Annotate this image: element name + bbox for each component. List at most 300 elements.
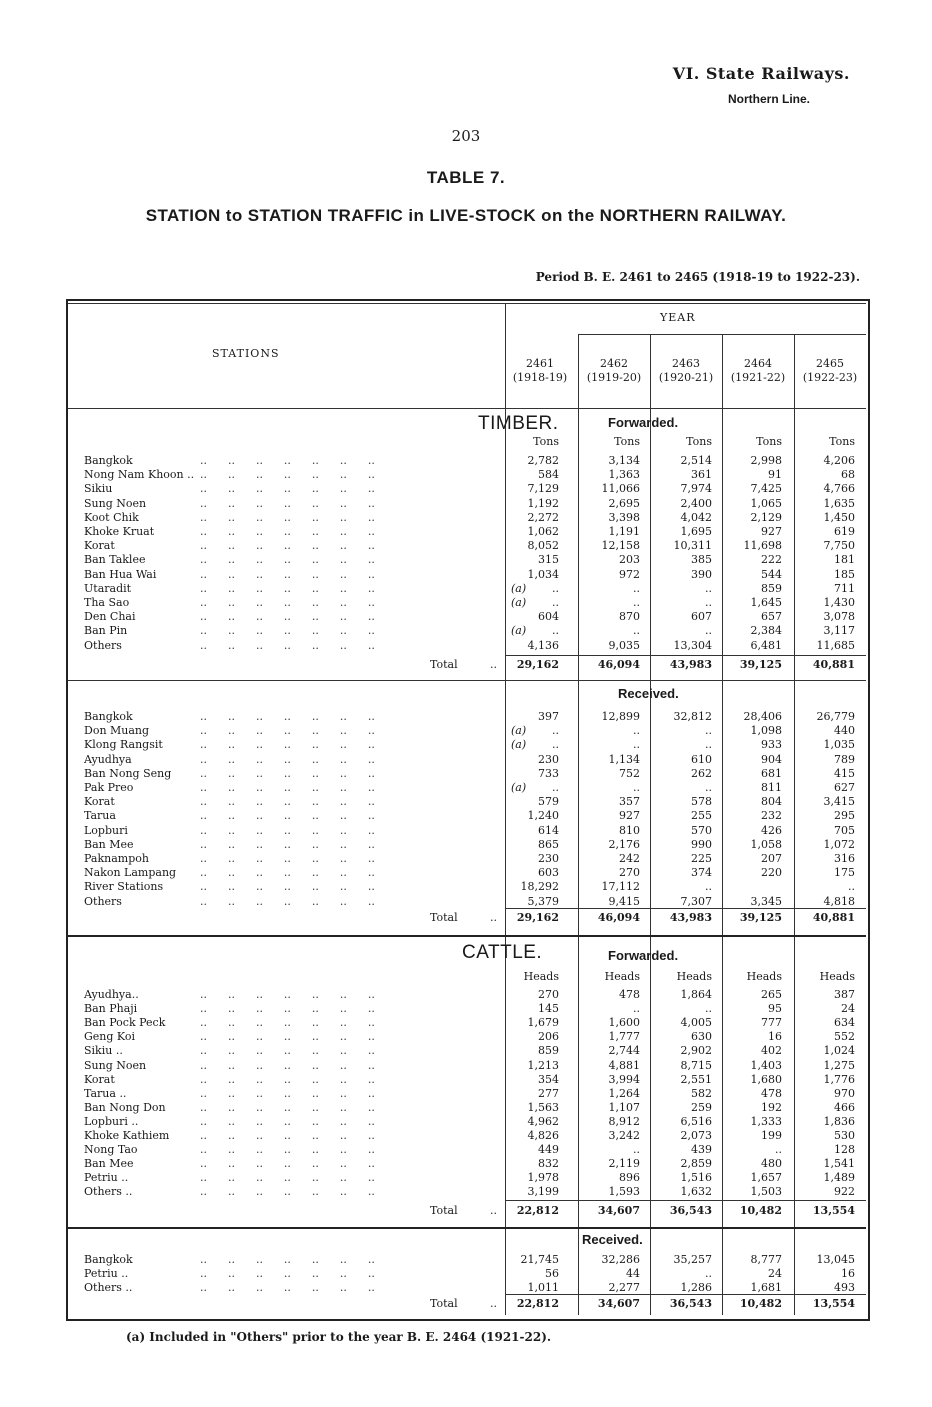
cell-value: 8,912 — [608, 1114, 640, 1128]
cell-value: 552 — [834, 1030, 855, 1044]
table-row — [0, 1030, 932, 1044]
station-name: Ayudhya.. — [84, 988, 139, 1001]
cell-value: .. — [705, 880, 712, 894]
timber-received-label: Received. — [618, 686, 679, 701]
cell-value: 449 — [538, 1143, 559, 1157]
station-name: Ban Hua Wai — [84, 567, 157, 581]
cell-value: 4,136 — [527, 638, 559, 652]
cattle-rcv-total-rule — [505, 1294, 866, 1295]
station-name: Sikiu .. — [84, 1044, 123, 1058]
cell-value: 6,481 — [750, 638, 782, 652]
cell-value: 1,191 — [608, 525, 640, 538]
cell-value: 4,042 — [680, 510, 712, 524]
cell-value: 1,635 — [823, 496, 855, 510]
cell-value: 1,098 — [750, 724, 782, 738]
cell-value: 26,779 — [816, 710, 855, 723]
cell-value: 610 — [691, 752, 712, 766]
cell-value: 603 — [538, 866, 559, 880]
station-name: Petriu .. — [84, 1267, 129, 1280]
leader-dots: .. .. .. .. .. .. .. — [200, 1072, 375, 1086]
cell-value: 478 — [619, 988, 640, 1001]
cell-value: 95 — [768, 1002, 782, 1016]
period-label: Period B. E. 2461 to 2465 (1918-19 to 1922-23). — [535, 270, 860, 284]
cell-value: 1,062 — [527, 525, 559, 538]
cell-value: .. — [552, 624, 559, 638]
unit-label: Heads — [819, 970, 855, 983]
cell-value: .. — [633, 781, 640, 794]
cell-value: .. — [633, 738, 640, 752]
cell-value: 145 — [538, 1002, 559, 1016]
station-name: Geng Koi — [84, 1030, 135, 1044]
cattle-received-total — [0, 1296, 932, 1312]
leader-dots: .. .. .. .. .. .. .. — [200, 539, 375, 553]
cell-value: 9,415 — [608, 894, 640, 908]
cell-value: 480 — [761, 1157, 782, 1171]
station-name: Ban Nong Don — [84, 1100, 166, 1114]
leader-dots: .. .. .. .. .. .. .. — [200, 525, 375, 538]
cell-value: .. — [552, 596, 559, 609]
cell-value: 3,398 — [608, 510, 640, 524]
cell-value: 7,974 — [680, 482, 712, 496]
unit-label: Tons — [533, 435, 559, 448]
cell-value: 1,541 — [823, 1157, 855, 1171]
station-name: Korat — [84, 1072, 115, 1086]
leader-dots: .. .. .. .. .. .. .. — [200, 710, 375, 723]
cell-value: 3,345 — [750, 894, 782, 908]
cell-value: 68 — [841, 468, 855, 482]
table-row — [0, 1171, 932, 1185]
cell-value: 1,333 — [750, 1114, 782, 1128]
footnote-marker: (a) — [511, 781, 527, 794]
unit-label: Heads — [604, 970, 640, 983]
cell-value: 972 — [619, 567, 640, 581]
cell-value: 203 — [619, 553, 640, 567]
cell-value: 270 — [538, 988, 559, 1001]
cell-value: 1,680 — [750, 1072, 782, 1086]
cell-value: 619 — [834, 525, 855, 538]
leader-dots: .. .. .. .. .. .. .. — [200, 1114, 375, 1128]
cell-value: 1,593 — [608, 1185, 640, 1199]
total-dots: .. — [490, 1204, 497, 1217]
cell-value: 2,384 — [750, 624, 782, 638]
total-2464: 39,125 — [739, 658, 782, 671]
cell-value: 17,112 — [601, 880, 640, 894]
table-row — [0, 582, 932, 596]
cell-value: 4,766 — [823, 482, 855, 496]
cell-value: 1,450 — [823, 510, 855, 524]
station-name: Nong Tao — [84, 1143, 138, 1157]
total-2463: 36,543 — [669, 1204, 712, 1217]
table-row — [0, 1115, 932, 1129]
station-name: Lopburi — [84, 823, 128, 837]
cell-value: 7,425 — [750, 482, 782, 496]
leader-dots: .. .. .. .. .. .. .. — [200, 1185, 375, 1199]
stations-header: STATIONS — [212, 347, 280, 360]
total-2462: 34,607 — [597, 1204, 640, 1217]
cell-value: 44 — [626, 1267, 640, 1280]
leader-dots: .. .. .. .. .. .. .. — [200, 1129, 375, 1142]
cell-value: 1,776 — [823, 1072, 855, 1086]
cell-value: 1,632 — [680, 1185, 712, 1199]
station-name: Nong Nam Khoon .. — [84, 468, 195, 482]
station-name: Others .. — [84, 1281, 133, 1294]
cell-value: 1,192 — [527, 496, 559, 510]
footnote-marker: (a) — [511, 724, 527, 738]
section-heading: VI. State Railways. — [672, 64, 850, 83]
cell-value: 2,277 — [608, 1281, 640, 1294]
cell-value: 181 — [834, 553, 855, 567]
cell-value: 18,292 — [520, 880, 559, 894]
total-2463: 43,983 — [669, 658, 712, 671]
cattle-label: CATTLE. — [462, 942, 543, 963]
header-top-rule — [68, 303, 866, 304]
cell-value: 255 — [691, 809, 712, 823]
cell-value: 7,129 — [527, 482, 559, 496]
cell-value: 385 — [691, 553, 712, 567]
cell-value: 466 — [834, 1100, 855, 1114]
cell-value: 832 — [538, 1157, 559, 1171]
total-label: Total — [430, 658, 458, 671]
year-header: YEAR — [660, 311, 696, 324]
leader-dots: .. .. .. .. .. .. .. — [200, 1157, 375, 1171]
cell-value: 24 — [768, 1267, 782, 1280]
leader-dots: .. .. .. .. .. .. .. — [200, 567, 375, 581]
station-name: Ayudhya — [84, 752, 132, 766]
cell-value: 970 — [834, 1086, 855, 1100]
cattle-forwarded-total — [0, 1203, 932, 1219]
station-name: Sung Noen — [84, 496, 147, 510]
cell-value: 584 — [538, 468, 559, 482]
station-name: Others — [84, 894, 122, 908]
table-row — [0, 639, 932, 653]
cell-value: .. — [775, 1143, 782, 1157]
table-row — [0, 539, 932, 553]
cell-value: 627 — [834, 781, 855, 794]
cell-value: 5,379 — [527, 894, 559, 908]
cell-value: 175 — [834, 866, 855, 880]
cell-value: .. — [848, 880, 855, 894]
total-dots: .. — [490, 658, 497, 671]
leader-dots: .. .. .. .. .. .. .. — [200, 1100, 375, 1114]
table-row — [0, 1059, 932, 1073]
cell-value: 357 — [619, 795, 640, 809]
station-name: Korat — [84, 539, 115, 553]
cell-value: 1,679 — [527, 1016, 559, 1030]
total-2463: 43,983 — [669, 911, 712, 924]
leader-dots: .. .. .. .. .. .. .. — [200, 809, 375, 823]
cell-value: 1,240 — [527, 809, 559, 823]
table-row — [0, 1185, 932, 1199]
cell-value: 225 — [691, 852, 712, 865]
table-row — [0, 610, 932, 624]
unit-label: Heads — [676, 970, 712, 983]
cell-value: .. — [552, 724, 559, 738]
year-2461: 2461 (1918-19) — [512, 357, 568, 384]
cell-value: 1,657 — [750, 1171, 782, 1185]
cell-value: 2,902 — [680, 1044, 712, 1058]
cell-value: 3,134 — [608, 454, 640, 467]
total-2464: 10,482 — [739, 1204, 782, 1217]
cell-value: 426 — [761, 823, 782, 837]
cell-value: 8,052 — [527, 539, 559, 553]
cell-value: 933 — [761, 738, 782, 752]
cell-value: 1,681 — [750, 1281, 782, 1294]
station-name: Tarua — [84, 809, 116, 823]
cell-value: .. — [705, 581, 712, 595]
cell-value: 493 — [834, 1281, 855, 1294]
cell-value: 3,994 — [608, 1072, 640, 1086]
cell-value: 705 — [834, 823, 855, 837]
cell-value: 4,005 — [680, 1016, 712, 1030]
table-row — [0, 568, 932, 582]
station-name: Bangkok — [84, 710, 133, 723]
cell-value: 1,777 — [608, 1030, 640, 1044]
cell-value: 1,600 — [608, 1016, 640, 1030]
leader-dots: .. .. .. .. .. .. .. — [200, 1002, 375, 1016]
leader-dots: .. .. .. .. .. .. .. — [200, 638, 375, 652]
station-name: Pak Preo — [84, 781, 134, 794]
station-name: Ban Taklee — [84, 553, 146, 567]
cell-value: 8,715 — [680, 1058, 712, 1072]
leader-dots: .. .. .. .. .. .. .. — [200, 1267, 375, 1280]
table-row — [0, 1044, 932, 1058]
station-name: Ban Mee — [84, 837, 134, 851]
station-name: Sikiu — [84, 482, 113, 496]
station-name: Korat — [84, 795, 115, 809]
total-label: Total — [430, 1204, 458, 1217]
station-name: Lopburi .. — [84, 1114, 139, 1128]
table-row — [0, 809, 932, 823]
total-2465: 40,881 — [812, 911, 855, 924]
cell-value: .. — [633, 624, 640, 638]
cell-value: 752 — [619, 766, 640, 780]
cell-value: 35,257 — [673, 1253, 712, 1266]
footnote-marker: (a) — [511, 738, 527, 752]
station-name: Koot Chik — [84, 510, 139, 524]
cell-value: 1,403 — [750, 1058, 782, 1072]
cell-value: 777 — [761, 1016, 782, 1030]
cell-value: 582 — [691, 1086, 712, 1100]
cell-value: 12,158 — [601, 539, 640, 553]
cattle-forwarded-label: Forwarded. — [608, 948, 679, 963]
cell-value: .. — [633, 1002, 640, 1016]
station-name: Khoke Kathiem — [84, 1129, 170, 1142]
cell-value: .. — [705, 781, 712, 794]
timber-rcv-total-rule — [505, 908, 866, 909]
cell-value: 630 — [691, 1030, 712, 1044]
cell-value: 11,698 — [743, 539, 782, 553]
cell-value: 2,119 — [608, 1157, 640, 1171]
cell-value: 232 — [761, 809, 782, 823]
cell-value: 220 — [761, 866, 782, 880]
cell-value: 4,826 — [527, 1129, 559, 1142]
timber-forwarded-label: Forwarded. — [608, 415, 679, 430]
cell-value: 230 — [538, 852, 559, 865]
leader-dots: .. .. .. .. .. .. .. — [200, 752, 375, 766]
cell-value: 21,745 — [520, 1253, 559, 1266]
table-row — [0, 624, 932, 638]
leader-dots: .. .. .. .. .. .. .. — [200, 1171, 375, 1185]
station-name: Khoke Kruat — [84, 525, 155, 538]
cell-value: 354 — [538, 1072, 559, 1086]
total-2461: 29,162 — [516, 658, 559, 671]
table-row — [0, 852, 932, 866]
cell-value: 870 — [619, 610, 640, 624]
cell-value: 361 — [691, 468, 712, 482]
cell-value: 733 — [538, 766, 559, 780]
table-row — [0, 795, 932, 809]
station-name: Bangkok — [84, 454, 133, 467]
station-name: Tarua .. — [84, 1086, 127, 1100]
cell-value: 7,307 — [680, 894, 712, 908]
total-2465: 13,554 — [812, 1297, 855, 1310]
cell-value: 1,024 — [823, 1044, 855, 1058]
leader-dots: .. .. .. .. .. .. .. — [200, 1016, 375, 1030]
table-row — [0, 1281, 932, 1295]
cell-value: 56 — [545, 1267, 559, 1280]
cell-value: 2,073 — [680, 1129, 712, 1142]
station-name: Ban Phaji — [84, 1002, 138, 1016]
cell-value: 1,645 — [750, 596, 782, 609]
cell-value: 397 — [538, 710, 559, 723]
year-2463: 2463 (1920-21) — [658, 357, 714, 384]
cell-value: 2,782 — [527, 454, 559, 467]
cell-value: .. — [705, 596, 712, 609]
timber-received-total — [0, 910, 932, 926]
cell-value: 270 — [619, 866, 640, 880]
cell-value: 865 — [538, 837, 559, 851]
cell-value: 1,011 — [527, 1281, 559, 1294]
cell-value: 2,176 — [608, 837, 640, 851]
cell-value: 387 — [834, 988, 855, 1001]
footnote-marker: (a) — [511, 581, 527, 595]
cell-value: 2,695 — [608, 496, 640, 510]
table-row — [0, 1101, 932, 1115]
total-2463: 36,543 — [669, 1297, 712, 1310]
cell-value: .. — [705, 624, 712, 638]
cell-value: 32,812 — [673, 710, 712, 723]
leader-dots: .. .. .. .. .. .. .. — [200, 1030, 375, 1044]
cell-value: .. — [633, 596, 640, 609]
cell-value: 1,286 — [680, 1281, 712, 1294]
leader-dots: .. .. .. .. .. .. .. — [200, 988, 375, 1001]
table-row — [0, 866, 932, 880]
station-name: Bangkok — [84, 1253, 133, 1266]
leader-dots: .. .. .. .. .. .. .. — [200, 1086, 375, 1100]
unit-label: Tons — [686, 435, 712, 448]
cell-value: 3,199 — [527, 1185, 559, 1199]
table-row — [0, 596, 932, 610]
cell-value: 199 — [761, 1129, 782, 1142]
cell-value: 3,078 — [823, 610, 855, 624]
total-2461: 22,812 — [516, 1204, 559, 1217]
cell-value: 478 — [761, 1086, 782, 1100]
leader-dots: .. .. .. .. .. .. .. — [200, 880, 375, 894]
station-name: Utaradit — [84, 581, 132, 595]
total-2461: 29,162 — [516, 911, 559, 924]
leader-dots: .. .. .. .. .. .. .. — [200, 510, 375, 524]
cell-value: 922 — [834, 1185, 855, 1199]
leader-dots: .. .. .. .. .. .. .. — [200, 1143, 375, 1157]
cell-value: 1,034 — [527, 567, 559, 581]
cell-value: 277 — [538, 1086, 559, 1100]
table-row — [0, 838, 932, 852]
total-dots: .. — [490, 911, 497, 924]
cell-value: 1,489 — [823, 1171, 855, 1185]
cell-value: 4,818 — [823, 894, 855, 908]
section-divider — [68, 935, 866, 937]
table-row — [0, 710, 932, 724]
header-bottom-rule — [68, 408, 866, 409]
cattle-received-label: Received. — [582, 1232, 643, 1247]
cell-value: 415 — [834, 766, 855, 780]
cell-value: 1,072 — [823, 837, 855, 851]
total-2464: 39,125 — [739, 911, 782, 924]
table-row — [0, 553, 932, 567]
cell-value: 259 — [691, 1100, 712, 1114]
leader-dots: .. .. .. .. .. .. .. — [200, 724, 375, 738]
station-name: Petriu .. — [84, 1171, 129, 1185]
timber-received-top-rule — [68, 680, 866, 681]
leader-dots: .. .. .. .. .. .. .. — [200, 454, 375, 467]
cell-value: 614 — [538, 823, 559, 837]
table-row — [0, 482, 932, 496]
cell-value: .. — [633, 1143, 640, 1157]
cell-value: 530 — [834, 1129, 855, 1142]
station-name: Don Muang — [84, 724, 150, 738]
leader-dots: .. .. .. .. .. .. .. — [200, 482, 375, 496]
leader-dots: .. .. .. .. .. .. .. — [200, 1044, 375, 1058]
unit-label: Heads — [523, 970, 559, 983]
cell-value: 402 — [761, 1044, 782, 1058]
cell-value: 1,516 — [680, 1171, 712, 1185]
cell-value: 789 — [834, 752, 855, 766]
cell-value: 1,275 — [823, 1058, 855, 1072]
cattle-received-top-rule — [68, 1227, 866, 1229]
cell-value: 1,264 — [608, 1086, 640, 1100]
cell-value: 207 — [761, 852, 782, 865]
leader-dots: .. .. .. .. .. .. .. — [200, 738, 375, 752]
cell-value: 24 — [841, 1002, 855, 1016]
cell-value: 439 — [691, 1143, 712, 1157]
total-2465: 13,554 — [812, 1204, 855, 1217]
cell-value: 1,503 — [750, 1185, 782, 1199]
line-subheading: Northern Line. — [727, 92, 810, 106]
cell-value: 904 — [761, 752, 782, 766]
footnote-marker: (a) — [511, 624, 527, 638]
cell-value: 6,516 — [680, 1114, 712, 1128]
cell-value: .. — [705, 738, 712, 752]
year-2462: 2462 (1919-20) — [586, 357, 642, 384]
station-name: Paknampoh — [84, 852, 149, 865]
cell-value: 91 — [768, 468, 782, 482]
cell-value: 1,134 — [608, 752, 640, 766]
leader-dots: .. .. .. .. .. .. .. — [200, 837, 375, 851]
leader-dots: .. .. .. .. .. .. .. — [200, 553, 375, 567]
cell-value: 16 — [768, 1030, 782, 1044]
cell-value: 185 — [834, 567, 855, 581]
leader-dots: .. .. .. .. .. .. .. — [200, 795, 375, 809]
total-2465: 40,881 — [812, 658, 855, 671]
unit-label: Tons — [756, 435, 782, 448]
leader-dots: .. .. .. .. .. .. .. — [200, 581, 375, 595]
cell-value: 711 — [834, 581, 855, 595]
station-name: Ban Mee — [84, 1157, 134, 1171]
cell-value: .. — [705, 724, 712, 738]
cell-value: 295 — [834, 809, 855, 823]
leader-dots: .. .. .. .. .. .. .. — [200, 624, 375, 638]
station-name: River Stations — [84, 880, 164, 894]
